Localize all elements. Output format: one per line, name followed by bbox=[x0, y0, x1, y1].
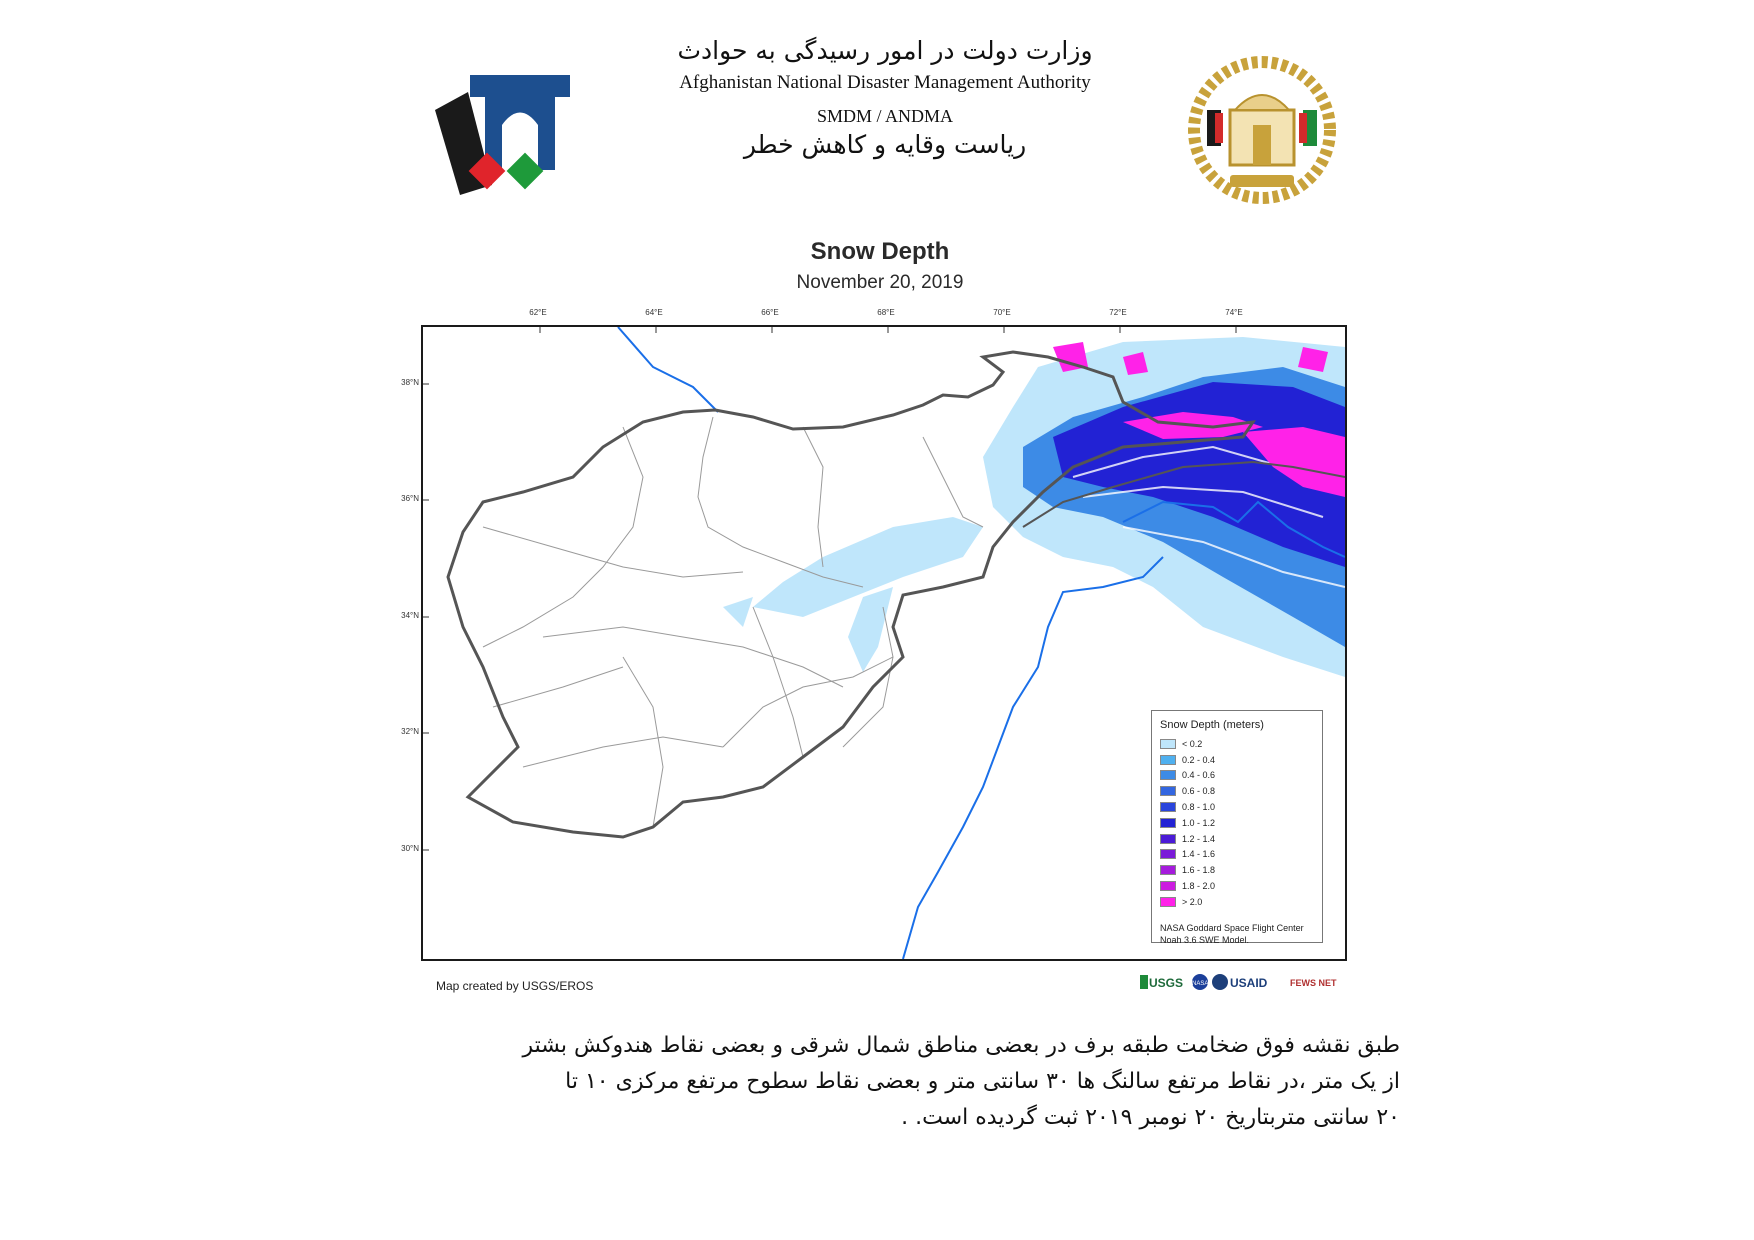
lon-tick-label: 72°E bbox=[1109, 308, 1127, 317]
bulletin-line: ۲۰ سانتی متربتاریخ ۲۰ نومبر ۲۰۱۹ ثبت گردیده است. . bbox=[901, 1105, 1400, 1130]
usaid-seal-icon bbox=[1212, 974, 1228, 990]
legend-label: 1.4 - 1.6 bbox=[1182, 849, 1216, 860]
lat-tick-label: 38°N bbox=[401, 378, 419, 387]
partner-logo-label: USAID bbox=[1230, 976, 1268, 990]
legend-swatch bbox=[1160, 739, 1176, 749]
lat-tick-label: 36°N bbox=[401, 494, 419, 503]
lat-tick-label: 30°N bbox=[401, 844, 419, 853]
legend-label: < 0.2 bbox=[1182, 738, 1203, 749]
legend-swatch bbox=[1160, 786, 1176, 796]
legend-swatch bbox=[1160, 802, 1176, 812]
legend-item bbox=[1160, 752, 1314, 768]
legend-item bbox=[1160, 799, 1314, 815]
legend-label: 1.0 - 1.2 bbox=[1182, 817, 1216, 828]
partner-logo-label: NASA bbox=[1192, 981, 1209, 987]
partner-logos bbox=[1140, 972, 1340, 992]
legend-item bbox=[1160, 862, 1314, 878]
province-boundaries bbox=[483, 417, 983, 827]
lat-tick-label: 32°N bbox=[401, 727, 419, 736]
bulletin-text bbox=[350, 1028, 1400, 1136]
partner-logo-label: USGS bbox=[1149, 976, 1184, 990]
bulletin-line: از یک متر ،در نقاط مرتفع سالنگ ها ۳۰ سانتی متر و بعضی نقاط سطوح مرتفع مرکزی ۱۰ تا bbox=[565, 1069, 1400, 1094]
authority-title-english: Afghanistan National Disaster Management Authority bbox=[679, 72, 1091, 93]
legend-swatch bbox=[1160, 881, 1176, 891]
legend-item bbox=[1160, 768, 1314, 784]
legend-label: 1.2 - 1.4 bbox=[1182, 833, 1216, 844]
lon-tick-label: 68°E bbox=[877, 308, 895, 317]
lon-tick-label: 64°E bbox=[645, 308, 663, 317]
legend-label: > 2.0 bbox=[1182, 896, 1203, 907]
legend-label: 0.6 - 0.8 bbox=[1182, 786, 1216, 797]
independence-centenary-logo bbox=[430, 70, 580, 195]
legend-item bbox=[1160, 736, 1314, 752]
lat-tick-label: 34°N bbox=[401, 611, 419, 620]
bulletin-line: طبق نقشه فوق ضخامت طبقه برف در بعضی مناطق شمال شرقی و بعضی نقاط هندوکش بشتر bbox=[522, 1033, 1400, 1058]
authority-title-dari: وزارت دولت در امور رسیدگی به حوادث bbox=[677, 36, 1093, 65]
legend-item bbox=[1160, 894, 1314, 910]
partner-logo-label: FEWS NET bbox=[1290, 978, 1337, 988]
map-title: Snow Depth bbox=[810, 238, 950, 265]
lon-tick-label: 62°E bbox=[529, 308, 547, 317]
legend-title: Snow Depth (meters) bbox=[1160, 719, 1264, 731]
legend-credit-line: NASA Goddard Space Flight Center bbox=[1160, 922, 1304, 933]
lon-tick-label: 66°E bbox=[761, 308, 779, 317]
legend-swatch bbox=[1160, 755, 1176, 765]
legend-swatch bbox=[1160, 818, 1176, 828]
legend-swatch bbox=[1160, 897, 1176, 907]
legend-item bbox=[1160, 815, 1314, 831]
legend-label: 0.8 - 1.0 bbox=[1182, 802, 1216, 813]
legend-label: 0.2 - 0.4 bbox=[1182, 754, 1216, 765]
legend-swatch bbox=[1160, 834, 1176, 844]
legend-item bbox=[1160, 847, 1314, 863]
map-credit: Map created by USGS/EROS bbox=[436, 979, 594, 993]
legend-credit bbox=[1160, 922, 1314, 946]
lon-tick-label: 70°E bbox=[993, 308, 1011, 317]
legend-swatch bbox=[1160, 849, 1176, 859]
national-emblem bbox=[1185, 55, 1340, 205]
department-code: SMDM / ANDMA bbox=[816, 106, 954, 126]
legend-label: 1.8 - 2.0 bbox=[1182, 881, 1216, 892]
lon-tick-label: 74°E bbox=[1225, 308, 1243, 317]
legend-swatch bbox=[1160, 770, 1176, 780]
department-name-dari: ریاست وقایه و کاهش خطر bbox=[743, 130, 1027, 159]
map-date: November 20, 2019 bbox=[796, 272, 964, 293]
legend-item bbox=[1160, 831, 1314, 847]
map-legend bbox=[1151, 710, 1323, 943]
legend-item bbox=[1160, 878, 1314, 894]
legend-swatch bbox=[1160, 865, 1176, 875]
legend-label: 0.4 - 0.6 bbox=[1182, 770, 1216, 781]
legend-label: 1.6 - 1.8 bbox=[1182, 865, 1216, 876]
legend-item bbox=[1160, 783, 1314, 799]
legend-credit-line: Noah 3.6 SWE Model. bbox=[1160, 934, 1250, 945]
